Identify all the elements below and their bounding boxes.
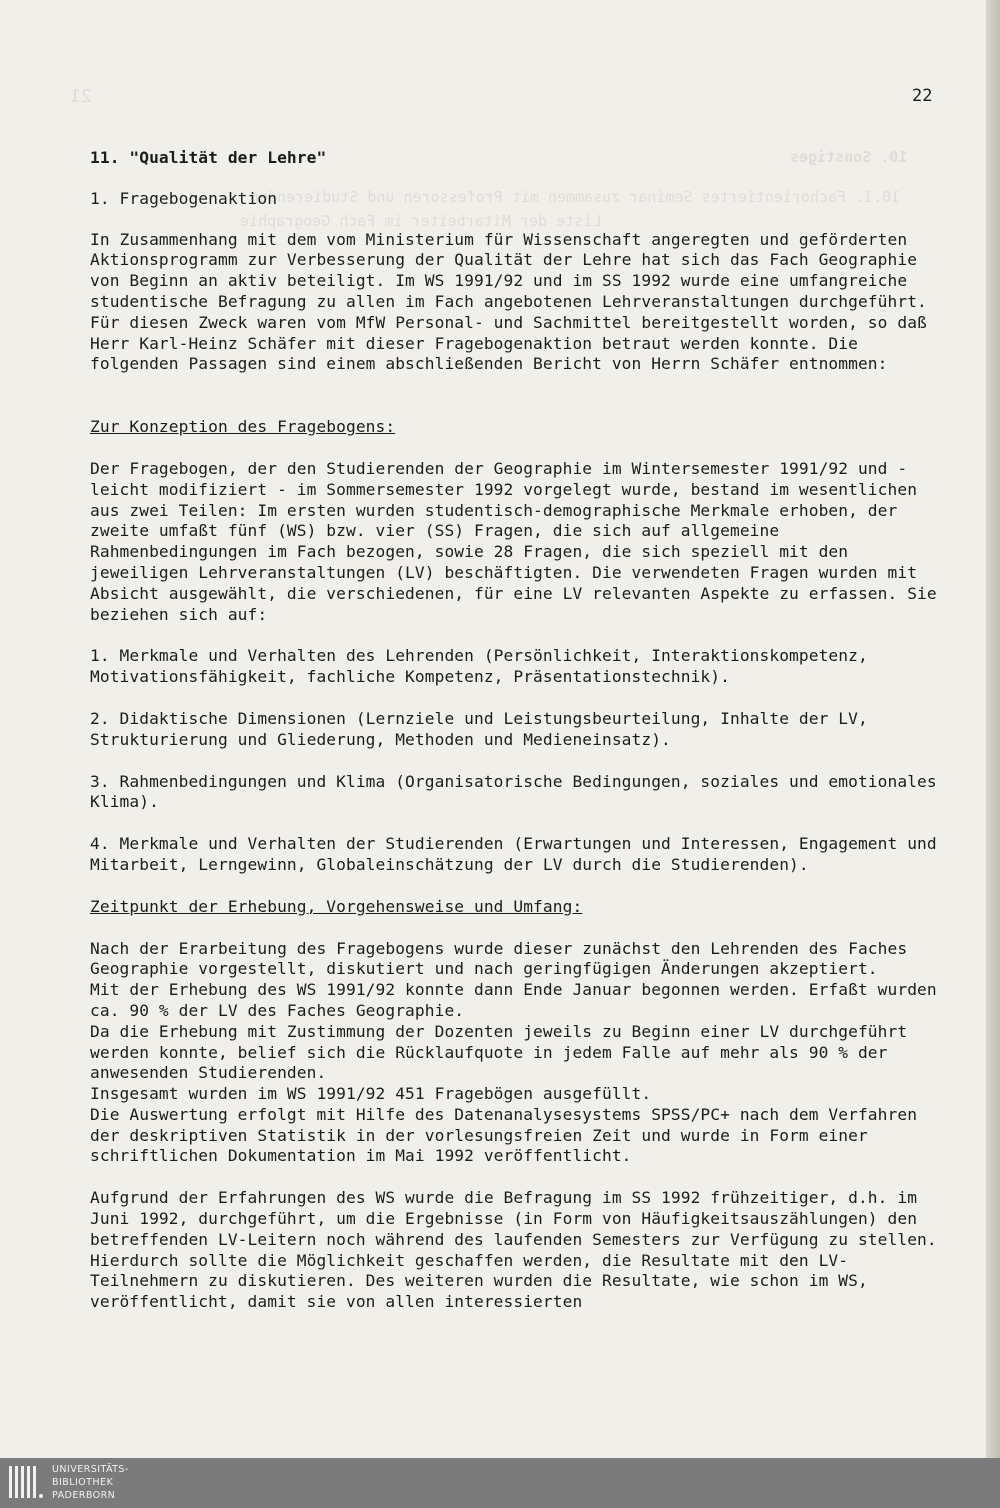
closing-paragraph: Aufgrund der Erfahrungen des WS wurde die Befragung im SS 1992 frühzeitiger, d.h. im Juni 1992, durchgeführt, um die Ergebnisse (in Form von Häufigkeitsauszählungen) den betreffenden LV-Leitern noch während des laufenden Semesters zur Verfügung zu stellen. Hierdurch sollte die Möglichkeit geschaffen werden, die Resultate mit den LV-Teilnehmern zu diskutieren. Des weiteren wurden die Resultate, wie schon im WS, veröffentlicht, damit sie von allen interessierten (90, 1188, 937, 1312)
logo-line: PADERBORN (52, 1490, 116, 1501)
library-logo-text (52, 1463, 129, 1502)
bleed-through-heading: 10. Sonstiges (790, 148, 908, 166)
subsection-title: 1. Fragebogenaktion (90, 188, 278, 208)
page-edge (986, 0, 1000, 1458)
list-item: 2. Didaktische Dimensionen (Lernziele und Leistungsbeurteilung, Inhalte der LV, Strukturierung und Gliederung, Methoden und Medieneinsatz). (90, 708, 868, 749)
list-item: 3. Rahmenbedingungen und Klima (Organisatorische Bedingungen, soziales und emotionales Klima). (90, 771, 937, 812)
logo-line: BIBLIOTHEK (52, 1477, 114, 1488)
list-item: 4. Merkmale und Verhalten der Studierenden (Erwartungen und Interessen, Engagement und Mitarbeit, Lerngewinn, Globaleinschätzung der LV durch die Studierenden). (90, 834, 937, 874)
page-content (90, 148, 940, 1313)
library-logo-icon (8, 1462, 44, 1502)
section-title: 11. "Qualität der Lehre" (90, 148, 327, 167)
time-paragraph: Mit der Erhebung des WS 1991/92 konnte dann Ende Januar begonnen werden. Erfaßt wurden ca. 90 % der LV des Faches Geographie. (90, 980, 937, 1020)
concept-paragraph: Der Fragebogen, der den Studierenden der Geographie im Wintersemester 1991/92 und - leicht modifiziert - im Sommersemester 1992 vorgelegt wurde, bestand im wesentlichen aus zwei Teilen: Im ersten wurden studentisch-demographische Merkmale erhoben, der zweite umfaßt fünf (WS) bzw. vier (SS) Fragen, die sich auf allgemeine Rahmenbedingungen im Fach bezogen, sowie 28 Fragen, die sich speziell mit den jeweiligen Lehrveranstaltungen (LV) beschäftigten. Die verwendeten Fragen wurden mit Absicht ausgewählt, die verschiedenen, für eine LV relevanten Aspekte zu erfassen. Sie beziehen sich auf: (90, 458, 937, 624)
time-paragraph: Die Auswertung erfolgt mit Hilfe des Datenanalysesystems SPSS/PC+ nach dem Verfahren der deskriptiven Statistik in der vorlesungsfreien Zeit und wurde in Form einer schriftlichen Dokumentation im Mai 1992 veröffentlicht. (90, 1104, 918, 1166)
page-number: 22 (912, 86, 933, 106)
logo-line: UNIVERSITÄTS- (52, 1464, 129, 1475)
time-paragraph: Da die Erhebung mit Zustimmung der Dozenten jeweils zu Beginn einer LV durchgeführt werden konnte, belief sich die Rücklaufquote in jedem Falle auf mehr als 90 % der anwesenden Studierenden. (90, 1021, 908, 1083)
library-footer-bar (0, 1458, 1000, 1508)
heading-time: Zeitpunkt der Erhebung, Vorgehensweise und Umfang: (90, 896, 583, 916)
time-paragraph: Insgesamt wurden im WS 1991/92 451 Fragebögen ausgefüllt. (90, 1084, 652, 1104)
list-item: 1. Merkmale und Verhalten des Lehrenden (Persönlichkeit, Interaktionskompetenz, Motivationsfähigkeit, fachliche Kompetenz, Präsentationstechnik). (90, 646, 868, 687)
bleed-through-line: 10.1. Fachorientiertes Seminar zusammen mit Professoren und Studierenden (250, 188, 901, 206)
bleed-through-line: Liste der Mitarbeiter im Fach Geographie (240, 212, 602, 230)
bleed-through-number: 21 (70, 86, 92, 107)
intro-paragraph: In Zusammenhang mit dem vom Ministerium für Wissenschaft angeregten und geförderten Aktionsprogramm zur Verbesserung der Qualität der Lehre hat sich das Fach Geographie von Beginn an aktiv beteiligt. Im WS 1991/92 und im SS 1992 wurde eine umfangreiche studentische Befragung zu allen im Fach angebotenen Lehrveranstaltungen durchgeführt. Für diesen Zweck waren vom MfW Personal- und Sachmittel bereitgestellt worden, so daß Herr Karl-Heinz Schäfer mit dieser Fragebogenaktion betraut werden konnte. Die folgenden Passagen sind einem abschließenden Bericht von Herrn Schäfer entnommen: (90, 229, 927, 374)
time-paragraph: Nach der Erarbeitung des Fragebogens wurde dieser zunächst den Lehrenden des Faches Geographie vorgestellt, diskutiert und nach geringfügigen Änderungen akzeptiert. (90, 938, 908, 979)
heading-concept: Zur Konzeption des Fragebogens: (90, 417, 396, 437)
